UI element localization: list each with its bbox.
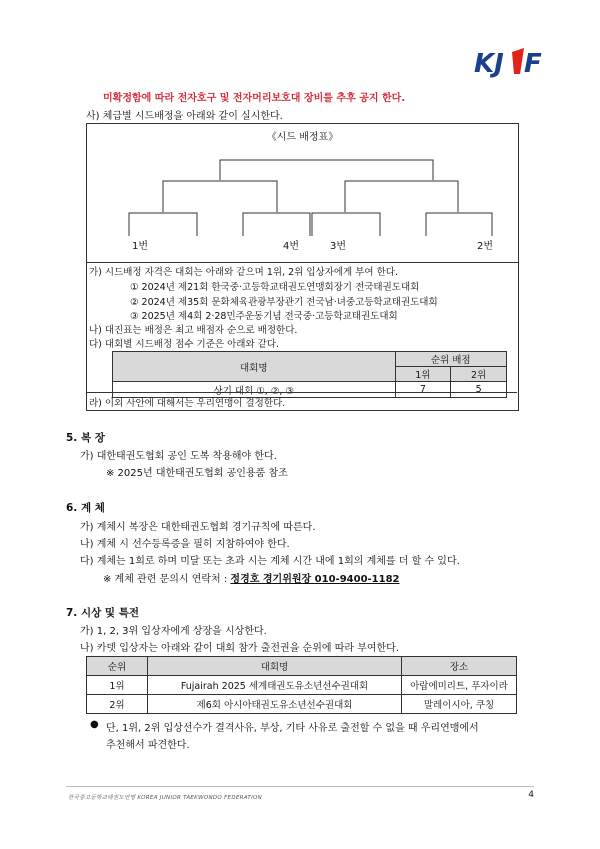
bracket-label-3: 3번: [330, 241, 347, 252]
contact-prefix: ※ 계체 관련 문의시 연락처 :: [103, 574, 231, 585]
section7-bullet-cont: 추천해서 파견한다.: [106, 740, 190, 751]
section6-c: 다) 계체는 1회로 하며 미달 또는 초과 시는 계체 시간 내에 1회의 계체를 더 할 수 있다.: [80, 556, 460, 567]
section5-title: 5. 복 장: [66, 432, 105, 444]
footer-text: 한국중고등학교태권도연맹 KOREA JUNIOR TAEKWONDO FEDERATION: [68, 795, 263, 801]
bullet-icon: ●: [90, 719, 99, 730]
seed-rule-a: 가) 시드배정 자격은 대회는 아래와 같으며 1위, 2위 입상자에게 부여 한다.: [89, 267, 398, 278]
section6-b: 나) 계체 시 선수등록증을 필히 지참하여야 한다.: [80, 539, 290, 550]
award-place: 말레이시아, 쿠칭: [402, 695, 517, 714]
kjtf-logo: [472, 44, 550, 78]
section6-a: 가) 계체시 복장은 대한태권도협회 경기규칙에 따른다.: [80, 522, 316, 533]
seed-event-1: ① 2024년 제21회 한국중·고등학교태권도연맹회장기 전국태권도대회: [130, 282, 420, 293]
contact-info: 정경호 경기위원장 010-9400-1182: [230, 574, 400, 585]
section7-title: 7. 시상 및 특전: [66, 607, 139, 619]
table-row: [87, 676, 517, 695]
award-header-event: 대회명: [148, 657, 402, 676]
col-event-header: 대회명: [113, 352, 396, 382]
page-number: 4: [528, 790, 534, 800]
section7-a: 가) 1, 2, 3위 입상자에게 상장을 시상한다.: [80, 626, 267, 637]
award-rank: 1위: [87, 676, 148, 695]
row-rank1: 7: [395, 382, 451, 398]
seed-rule-c: 다) 대회별 시드배정 점수 기준은 아래와 같다.: [89, 339, 280, 350]
section5-a: 가) 대한태권도협회 공인 도복 착용해야 한다.: [80, 451, 277, 462]
equipment-notice: 미확정함에 따라 전자호구 및 전자머리보호대 장비를 추후 공지 한다.: [103, 93, 406, 104]
svg-text:KJ: KJ: [474, 49, 504, 78]
seed-event-3: ③ 2025년 제4회 2·28민주운동기념 전국중·고등학교태권도대회: [130, 311, 398, 322]
rank1-header: 1위: [395, 367, 451, 382]
svg-text:F: F: [524, 49, 542, 78]
award-header-place: 장소: [402, 657, 517, 676]
section6-title: 6. 계 체: [66, 502, 105, 514]
seed-rule-d: 라) 이외 사안에 대해서는 우리연맹이 결정한다.: [89, 398, 286, 409]
seed-rule-b: 나) 대진표는 배정은 최고 배점자 순으로 배정한다.: [89, 325, 298, 336]
award-header-rank: 순위: [87, 657, 148, 676]
award-event: Fujairah 2025 세계태권도유소년선수권대회: [148, 676, 402, 695]
award-table: [86, 656, 517, 714]
bracket-label-2: 2번: [477, 241, 494, 252]
seed-intro: 사) 체급별 시드배정을 아래와 같이 실시한다.: [86, 111, 283, 122]
award-rank: 2위: [87, 695, 148, 714]
row-rank2: 5: [451, 382, 507, 398]
seed-box-title: 《시드 배정표》: [266, 132, 339, 143]
award-event: 제6회 아시아태권도유소년선수권대회: [148, 695, 402, 714]
seed-score-table: [112, 351, 507, 398]
bracket-diagram: [87, 124, 518, 264]
table-row: [87, 695, 517, 714]
rank2-header: 2위: [451, 367, 507, 382]
box-divider: [86, 392, 517, 393]
award-place: 아랍에미리트, 푸자이라: [402, 676, 517, 695]
row-event: 상기 대회 ①, ②, ③: [113, 382, 396, 398]
col-rank-header: 순위 배점: [395, 352, 507, 367]
section7-b: 나) 카뎃 입상자는 아래와 같이 대회 참가 출전권을 순위에 따라 부여한다.: [80, 643, 400, 654]
footer-divider: [66, 786, 534, 787]
section5-note: ※ 2025년 대한태권도협회 공인용품 참조: [106, 468, 288, 479]
bracket-divider: [87, 262, 518, 263]
bracket-label-1: 1번: [132, 241, 149, 252]
bracket-label-4: 4번: [283, 241, 300, 252]
section7-bullet: 단, 1위, 2위 입상선수가 결격사유, 부상, 기타 사유로 출전할 수 없을 때 우리연맹에서: [106, 723, 479, 734]
seed-event-2: ② 2024년 제35회 문화체육관광부장관기 전국남·녀중고등학교태권도대회: [130, 297, 438, 308]
section6-contact: [103, 570, 400, 585]
